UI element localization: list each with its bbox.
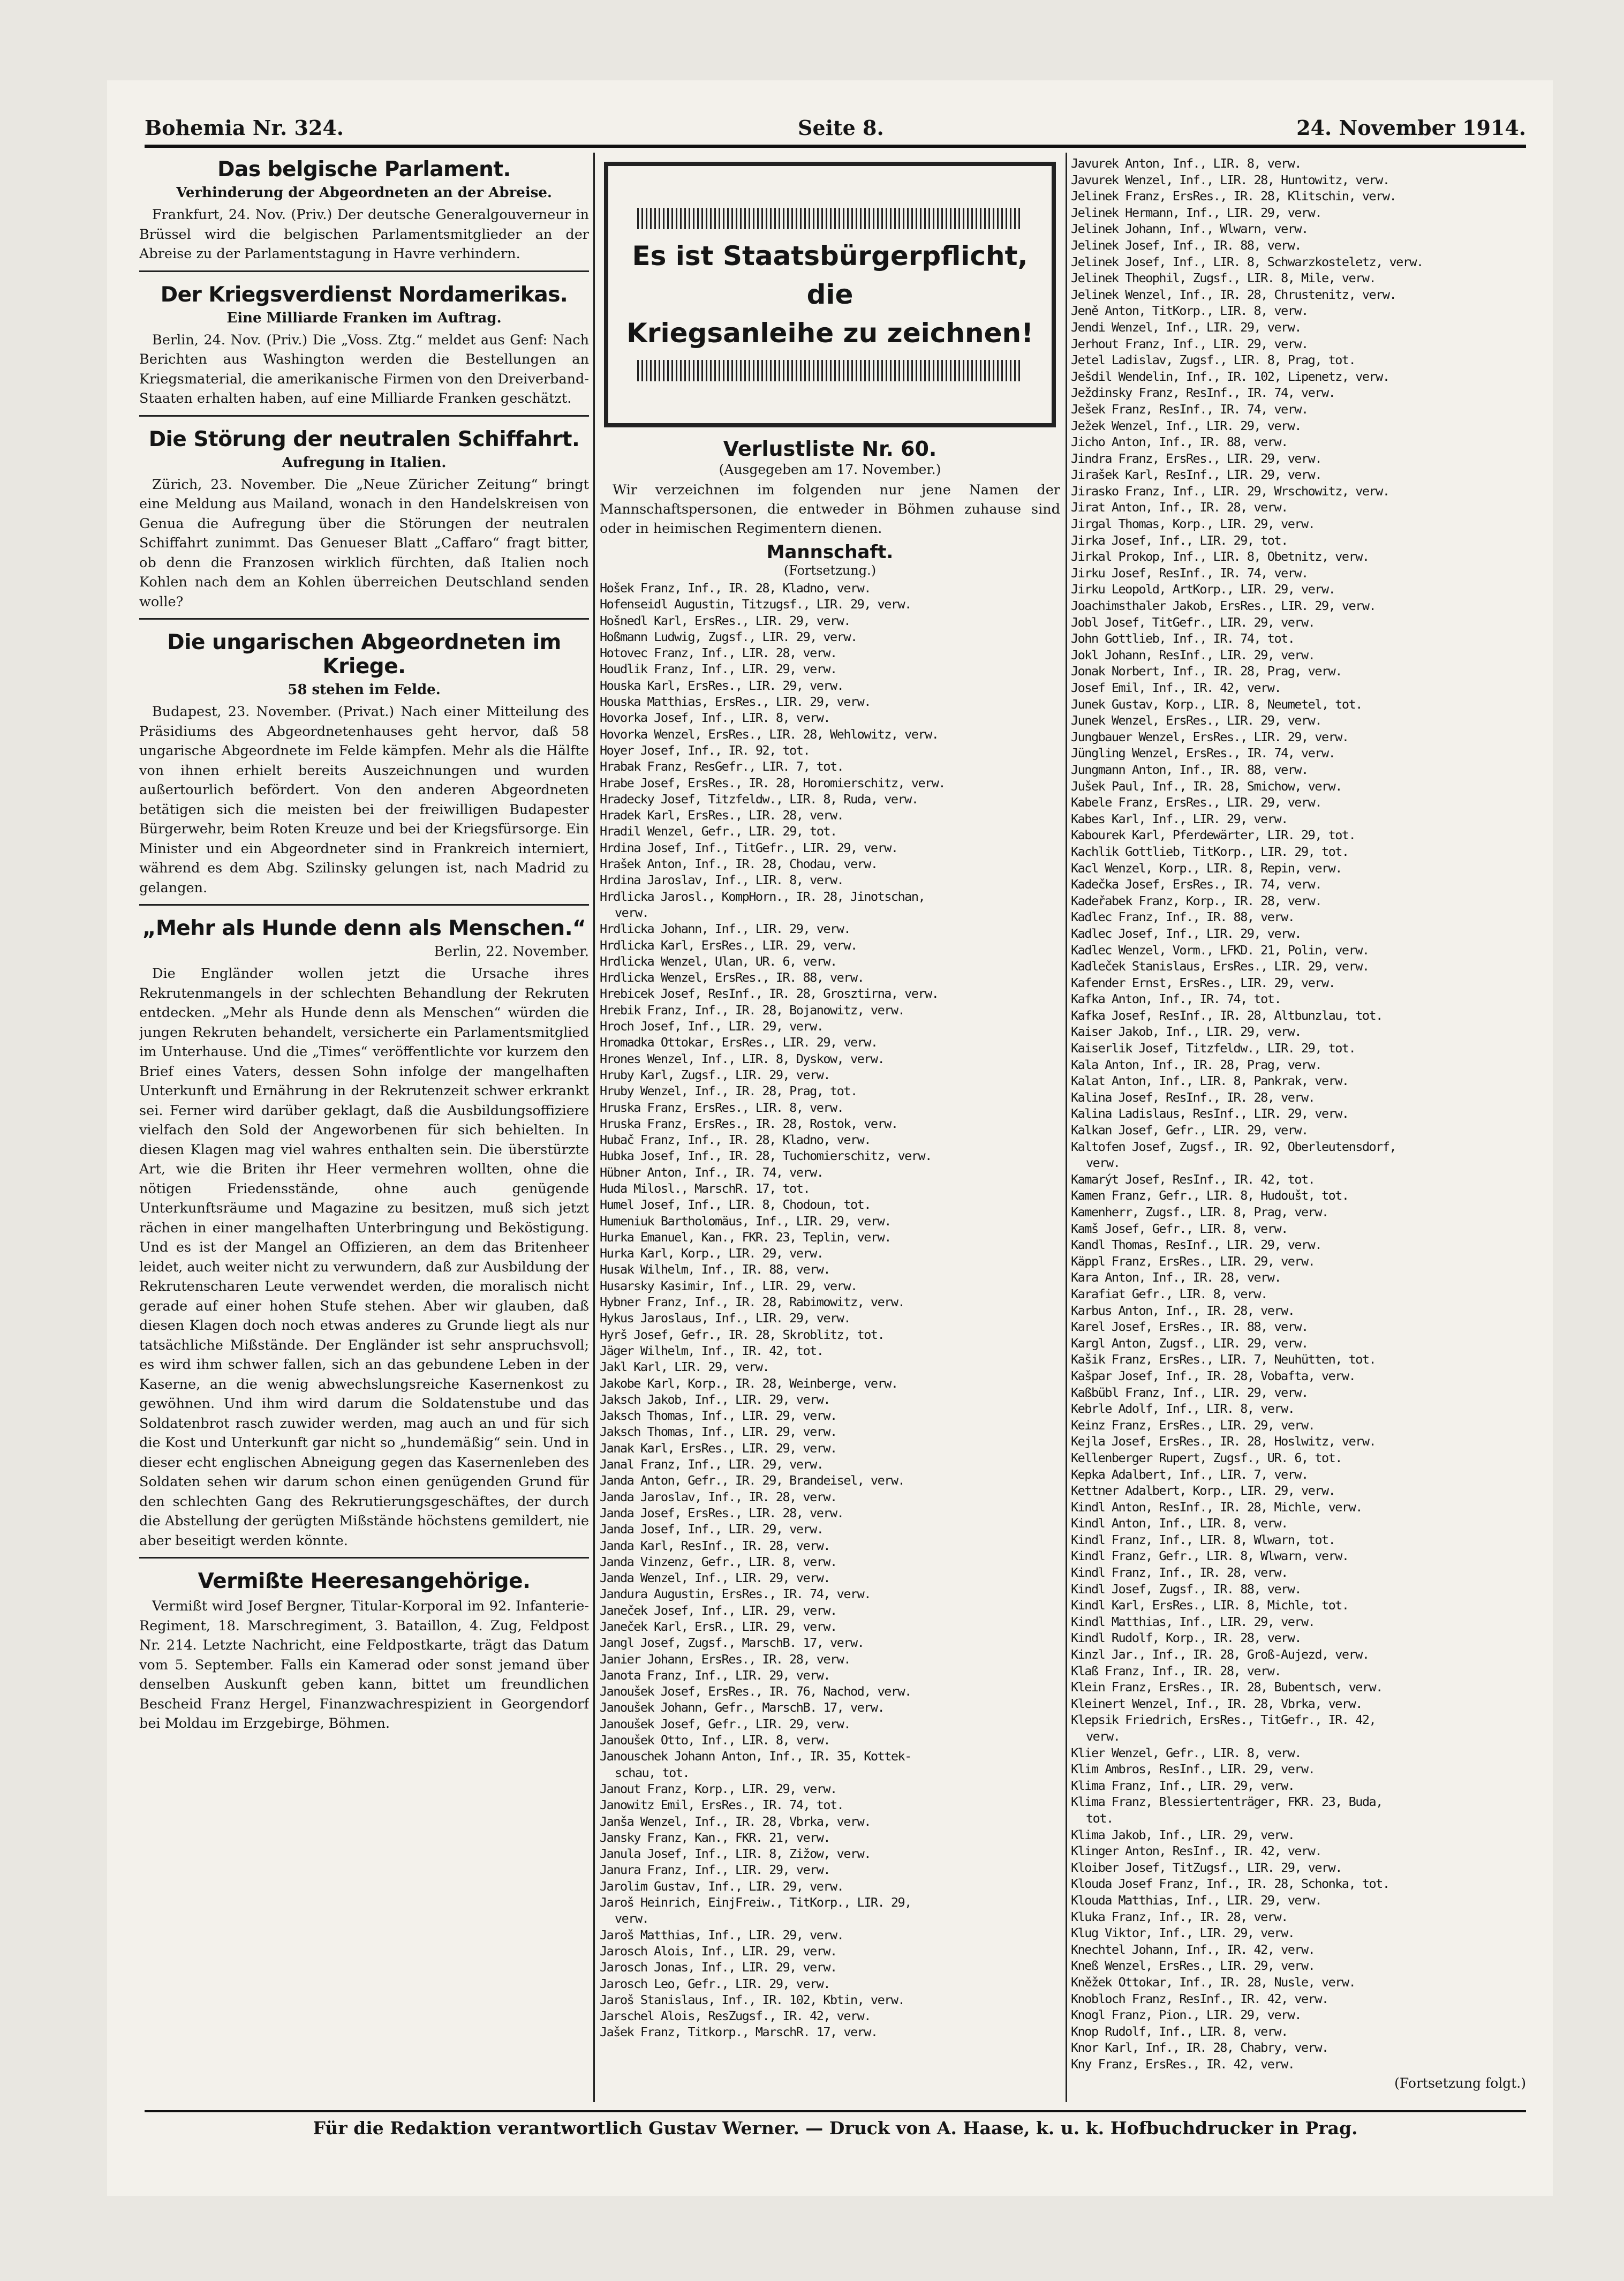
list-item: Janowitz Emil, ErsRes., IR. 74, tot. (600, 1797, 844, 1813)
list-item: Hrdlicka Jarosl., KompHorn., IR. 28, Jinotschan, (600, 889, 925, 904)
list-item: Kejla Josef, ErsRes., IR. 28, Hoslwitz, verw. (1071, 1434, 1376, 1449)
list-item: Jobl Josef, TitGefr., LIR. 29, verw. (1071, 614, 1315, 630)
list-item: Kaßbübl Franz, Inf., LIR. 29, verw. (1071, 1384, 1308, 1400)
list-item: Klim Ambros, ResInf., LIR. 29, verw. (1071, 1761, 1315, 1777)
list-item: Kafka Anton, Inf., IR. 74, tot. (1071, 991, 1281, 1007)
list-item: Kadleček Stanislaus, ErsRes., LIR. 29, verw. (1071, 959, 1369, 974)
list-item: Jicho Anton, Inf., IR. 88, verw. (1071, 434, 1288, 450)
list-item: verw. (1086, 1729, 1120, 1744)
list-item: Jeně Anton, TitKorp., LIR. 8, verw. (1071, 303, 1308, 319)
list-item: Jungmann Anton, Inf., IR. 88, verw. (1071, 762, 1308, 777)
list-item: Knobloch Franz, ResInf., IR. 42, verw. (1071, 1991, 1328, 2006)
continuation-note: (Fortsetzung folgt.) (1394, 2075, 1526, 2091)
list-item: Kadečka Josef, ErsRes., IR. 74, verw. (1071, 877, 1321, 892)
list-item: Kindl Anton, Inf., LIR. 8, verw. (1071, 1516, 1288, 1531)
list-item: Jindra Franz, ErsRes., LIR. 29, verw. (1071, 450, 1321, 466)
list-item: schau, tot. (615, 1765, 690, 1780)
list-item: Janda Josef, Inf., LIR. 29, verw. (600, 1522, 824, 1537)
list-item: Kettner Adalbert, Korp., LIR. 29, verw. (1071, 1483, 1335, 1499)
list-item: Kandl Thomas, ResInf., LIR. 29, verw. (1071, 1237, 1321, 1253)
list-item: Kašik Franz, ErsRes., LIR. 7, Neuhütten, tot. (1071, 1352, 1376, 1367)
list-item: Javurek Wenzel, Inf., LIR. 28, Huntowitz, verw. (1071, 172, 1389, 187)
list-item: Kalkan Josef, Gefr., LIR. 29, verw. (1071, 1123, 1308, 1138)
list-item: Hruby Karl, Zugsf., LIR. 29, verw. (600, 1067, 830, 1082)
list-item: Knor Karl, Inf., IR. 28, Chabry, verw. (1071, 2040, 1328, 2056)
list-item: Kala Anton, Inf., IR. 28, Prag, verw. (1071, 1057, 1321, 1072)
list-item: Jelinek Wenzel, Inf., IR. 28, Chrustenitz, verw. (1071, 287, 1396, 302)
list-item: Kellenberger Rupert, Zugsf., UR. 6, tot. (1071, 1450, 1342, 1465)
list-item: Janota Franz, Inf., LIR. 29, verw. (600, 1667, 830, 1683)
list-item: Jirat Anton, Inf., IR. 28, verw. (1071, 500, 1288, 515)
list-note: (Fortsetzung.) (783, 563, 877, 578)
list-item: Jakl Karl, LIR. 29, verw. (600, 1359, 769, 1375)
list-item: Jarosch Leo, Gefr., LIR. 29, verw. (600, 1976, 830, 1991)
list-item: Knop Rudolf, Inf., LIR. 8, verw. (1071, 2023, 1288, 2039)
list-item: Kalina Ladislaus, ResInf., LIR. 29, verw. (1071, 1106, 1349, 1121)
list-item: Jokl Johann, ResInf., LIR. 29, verw. (1071, 647, 1315, 663)
list-item: Janda Anton, Gefr., IR. 29, Brandeisel, verw. (600, 1473, 905, 1488)
header-page-number: Seite 8. (798, 116, 884, 140)
page-header (145, 112, 1526, 148)
list-item: Kadlec Wenzel, Vorm., LFKD. 21, Polin, verw. (1071, 942, 1369, 958)
list-item: Hrones Wenzel, Inf., LIR. 8, Dyskow, verw. (600, 1051, 885, 1066)
list-item: Hurka Emanuel, Kan., FKR. 23, Teplin, verw. (600, 1229, 891, 1245)
list-item: Jirku Josef, ResInf., IR. 74, verw. (1071, 565, 1308, 581)
list-item: verw. (615, 1911, 649, 1926)
list-item: Jansky Franz, Kan., FKR. 21, verw. (600, 1830, 830, 1845)
list-item: Janeček Karl, ErsR., LIR. 29, verw. (600, 1619, 837, 1634)
hatch-band (637, 360, 1023, 381)
list-item: Kabele Franz, ErsRes., LIR. 29, verw. (1071, 795, 1321, 810)
list-item: Jonak Norbert, Inf., IR. 28, Prag, verw. (1071, 664, 1342, 679)
list-item: Janda Wenzel, Inf., LIR. 29, verw. (600, 1570, 830, 1586)
list-item: Kleinert Wenzel, Inf., IR. 28, Vbrka, verw. (1071, 1696, 1362, 1711)
list-item: Hruby Wenzel, Inf., IR. 28, Prag, tot. (600, 1083, 857, 1099)
header-date: 24. November 1914. (1296, 116, 1526, 140)
list-item: Hykus Jaroslaus, Inf., LIR. 29, verw. (600, 1311, 850, 1326)
list-item: Hybner Franz, Inf., IR. 28, Rabimowitz, verw. (600, 1294, 905, 1310)
list-item: Janout Franz, Korp., LIR. 29, verw. (600, 1781, 837, 1796)
list-item: Hruska Franz, ErsRes., IR. 28, Rostok, verw. (600, 1116, 898, 1131)
list-item: Janura Franz, Inf., LIR. 29, verw. (600, 1862, 830, 1878)
list-item: Klaß Franz, Inf., IR. 28, verw. (1071, 1663, 1281, 1678)
list-item: Jandura Augustin, ErsRes., IR. 74, verw. (600, 1586, 871, 1602)
list-item: Kadlec Josef, Inf., LIR. 29, verw. (1071, 925, 1302, 941)
list-item: Klug Viktor, Inf., LIR. 29, verw. (1071, 1925, 1295, 1941)
list-item: Janak Karl, ErsRes., LIR. 29, verw. (600, 1440, 837, 1456)
list-item: Husak Wilhelm, Inf., IR. 88, verw. (600, 1262, 830, 1277)
war-bond-notice (604, 162, 1056, 427)
article-title: Die ungarischen Abgeordneten im Kriege. (167, 630, 561, 679)
list-item: Josef Emil, Inf., IR. 42, verw. (1071, 680, 1281, 695)
list-item: Houska Karl, ErsRes., LIR. 29, verw. (600, 677, 844, 693)
list-item: Kadeřabek Franz, Korp., IR. 28, verw. (1071, 893, 1321, 908)
list-item: Jarosch Alois, Inf., LIR. 29, verw. (600, 1943, 837, 1959)
list-item: Jaksch Thomas, Inf., LIR. 29, verw. (600, 1424, 837, 1440)
column-verlustliste-cont (1071, 155, 1526, 2099)
article-body: Budapest, 23. November. (Privat.) Nach einer Mitteilung des Präsidiums des Abgeordnetenhauses geht hervor, daß 58 ungarische Abgeordnete im Felde kämpfen. Mehr als die Hälfte von ihnen erhielt bereits Auszeichnungen und wurden außertourlich befördert. Von den anderen Abgeordneten betätigen sich die meisten bei der freiwilligen Budapester Bürgerwehr, beim Roten Kreuze und bei der Kriegsfürsorge. Ein Minister und ein Abgeordneter sind in Frankreich interniert, während es dem Abg. Szilinsky gelungen ist, nach Madrid zu gelangen. (139, 704, 589, 896)
list-item: Janda Jaroslav, Inf., IR. 28, verw. (600, 1489, 837, 1504)
list-item: Jüngling Wenzel, ErsRes., IR. 74, verw. (1071, 746, 1335, 761)
list-item: Kaltofen Josef, Zugsf., IR. 92, Oberleutensdorf, (1071, 1139, 1396, 1154)
list-item: Hofenseidl Augustin, Titzugsf., LIR. 29, verw. (600, 597, 911, 612)
list-item: Jaroš Stanislaus, Inf., IR. 102, Kbtin, verw. (600, 1992, 905, 2007)
list-item: Janda Josef, ErsRes., LIR. 28, verw. (600, 1505, 844, 1520)
casualty-list (1071, 155, 1526, 2072)
list-item: Knechtel Johann, Inf., IR. 42, verw. (1071, 1941, 1315, 1957)
list-item: Hubka Josef, Inf., IR. 28, Tuchomierschitz, verw. (600, 1148, 932, 1164)
list-item: Hurka Karl, Korp., LIR. 29, verw. (600, 1246, 824, 1261)
list-item: Husarsky Kasimir, Inf., LIR. 29, verw. (600, 1278, 857, 1293)
page-footer: Für die Redaktion verantwortlich Gustav Werner. — Druck von A. Haase, k. u. k. Hofbuchdrucker in Prag. (145, 2110, 1526, 2144)
list-item: Kloiber Josef, TitZugsf., LIR. 29, verw. (1071, 1860, 1342, 1875)
list-item: Knogl Franz, Pion., LIR. 29, verw. (1071, 2007, 1302, 2023)
list-item: tot. (1086, 1810, 1113, 1826)
list-item: Hübner Anton, Inf., IR. 74, verw. (600, 1164, 824, 1180)
article-title: Die Störung der neutralen Schiffahrt. (148, 427, 580, 451)
list-item: Klinger Anton, ResInf., IR. 42, verw. (1071, 1843, 1321, 1859)
list-item: John Gottlieb, Inf., IR. 74, tot. (1071, 631, 1295, 646)
notice-line: Es ist Staatsbürgerpflicht, die (632, 240, 1028, 310)
list-item: Houdlik Franz, Inf., LIR. 29, verw. (600, 661, 837, 677)
list-item: Kaiser Jakob, Inf., LIR. 29, verw. (1071, 1024, 1302, 1040)
list-item: Jerhout Franz, Inf., LIR. 29, verw. (1071, 336, 1308, 351)
list-item: Humeniuk Bartholomäus, Inf., LIR. 29, verw. (600, 1213, 891, 1229)
list-item: Jetel Ladislav, Zugsf., LIR. 8, Prag, tot. (1071, 352, 1356, 368)
list-item: Kamš Josef, Gefr., LIR. 8, verw. (1071, 1221, 1288, 1236)
article-body: Die Engländer wollen jetzt die Ursache ihres Rekrutenmangels in der schlechten Behandlung der Rekruten entdecken. „Mehr als Hunde denn als Menschen“ würden die jungen Rekruten behandelt, versicherte ein Parlamentsmitglied im Unterhause. Und die „Times“ veröffentlichte vor kurzem den Brief eines Vaters, dessen Sohn infolge der mangelhaften Unterkunft und Ernährung in der Rekrutenzeit schwer erkrankt sei. Ferner wird darüber geklagt, daß die Ausbildungsoffiziere vielfach den Sold der Angeworbenen für sich behielten. In diesen Klagen mag viel wahres enthalten sein. Die überstürzte Art, wie die Briten ihr Heer vermehren wollten, ohne die nötigen Friedensstände, ohne auch genügende Unterkunftsräume und Magazine zu besitzen, muß sich jetzt rächen in einer mangelhaften Unterbringung und Beköstigung. Und es ist der Mangel an Offizieren, an dem das Britenheer leidet, auch weiter nicht zu verwundern, daß zur Ausbildung der Rekrutenscharen Leute verwendet werden, die moralisch nicht gerade auf einer hohen Stufe stehen. Aber wir glauben, daß diesen Klagen doch noch etwas anderes zu Grunde liegt als nur tatsächliche Mißstände. Der Engländer ist sehr anspruchsvoll; es wird ihm schwer fallen, sich an das gebundene Leben in der Kaserne, an die wenig abwechslungsreiche Kasernenkost zu gewöhnen. Und ihm wird darum die Soldatenstube und das Soldatenbrot rasch zuwider werden, mag auch an und für sich die Kost und Unterkunft gar nicht so „hundemäßig“ sein. Und in dieser echt englischen Abneigung gegen das Kasernenleben des Soldaten sehen wir darum schon einen genügenden Grund für den schlechten Gang des Rekrutierungsgeschäftes, der durch die Abstellung der gerügten Mißstände höchstens gemildert, nie aber beseitigt werden könnte. (139, 966, 589, 1549)
list-item: Kalat Anton, Inf., LIR. 8, Pankrak, verw. (1071, 1073, 1349, 1089)
list-item: Kacl Wenzel, Korp., LIR. 8, Repin, verw. (1071, 860, 1342, 876)
list-item: Kebrle Adolf, Inf., LIR. 8, verw. (1071, 1401, 1295, 1417)
list-item: Jäger Wilhelm, Inf., IR. 42, tot. (600, 1343, 824, 1358)
list-item: Kepka Adalbert, Inf., LIR. 7, verw. (1071, 1466, 1308, 1482)
list-item: Kny Franz, ErsRes., IR. 42, verw. (1071, 2056, 1295, 2072)
list-item: Karafiat Gefr., LIR. 8, verw. (1071, 1286, 1267, 1301)
list-item: Janeček Josef, Inf., LIR. 29, verw. (600, 1602, 837, 1618)
list-item: Javurek Anton, Inf., LIR. 8, verw. (1071, 156, 1302, 171)
list-item: Hoßmann Ludwig, Zugsf., LIR. 29, verw. (600, 629, 857, 644)
list-item: Karbus Anton, Inf., IR. 28, verw. (1071, 1303, 1295, 1318)
list-item: Jarolim Gustav, Inf., LIR. 29, verw. (600, 1878, 844, 1894)
header-issue: Bohemia Nr. 324. (145, 116, 344, 140)
article-title: „Mehr als Hunde denn als Menschen.“ (142, 916, 586, 940)
list-item: Hrabak Franz, ResGefr., LIR. 7, tot. (600, 759, 844, 774)
article-subtitle: Verhinderung der Abgeordneten an der Abreise. (176, 185, 552, 201)
list-item: Kabes Karl, Inf., LIR. 29, verw. (1071, 811, 1288, 826)
list-item: Kabourek Karl, Pferdewärter, LIR. 29, tot. (1071, 827, 1356, 843)
list-item: Jendi Wenzel, Inf., LIR. 29, verw. (1071, 319, 1302, 335)
article-subtitle: Aufregung in Italien. (282, 454, 447, 471)
list-item: Ježek Wenzel, Inf., LIR. 29, verw. (1071, 418, 1302, 433)
list-item: Kargl Anton, Zugsf., LIR. 29, verw. (1071, 1335, 1308, 1351)
article-title: Der Kriegsverdienst Nordamerikas. (160, 282, 568, 307)
list-item: Kneß Wenzel, ErsRes., LIR. 29, verw. (1071, 1958, 1315, 1974)
list-item: Kamen Franz, Gefr., LIR. 8, Hudoušt, tot. (1071, 1188, 1349, 1203)
hatch-band (637, 208, 1023, 229)
list-title: Verlustliste Nr. 60. (723, 437, 937, 461)
list-item: Kafka Josef, ResInf., IR. 28, Altbunzlau, tot. (1071, 1007, 1383, 1023)
column-articles (139, 155, 589, 2099)
list-item: Ješek Franz, ResInf., IR. 74, verw. (1071, 401, 1308, 417)
list-item: Klouda Josef Franz, Inf., IR. 28, Schonka, tot. (1071, 1876, 1389, 1892)
list-item: Janouschek Johann Anton, Inf., IR. 35, Kottek- (600, 1749, 911, 1764)
list-item: Joachimsthaler Jakob, ErsRes., LIR. 29, verw. (1071, 598, 1376, 614)
list-item: Jaroš Matthias, Inf., LIR. 29, verw. (600, 1927, 844, 1943)
list-item: Kamenherr, Zugsf., LIR. 8, Prag, verw. (1071, 1205, 1328, 1219)
list-subtitle: (Ausgegeben am 17. November.) (719, 462, 941, 477)
list-item: Hubač Franz, Inf., IR. 28, Kladno, verw. (600, 1132, 871, 1148)
list-item: Janula Josef, Inf., LIR. 8, Zižow, verw. (600, 1846, 871, 1862)
list-item: Jirgal Thomas, Korp., LIR. 29, verw. (1071, 516, 1315, 532)
list-item: Junek Wenzel, ErsRes., LIR. 29, verw. (1071, 713, 1321, 728)
list-item: Ježdinsky Franz, ResInf., IR. 74, verw. (1071, 385, 1335, 401)
list-item: Klouda Matthias, Inf., LIR. 29, verw. (1071, 1892, 1321, 1908)
list-item: Klima Franz, Blessiertenträger, FKR. 23, Buda, (1071, 1794, 1383, 1810)
article-title: Vermißte Heeresangehörige. (198, 1569, 531, 1593)
list-item: Junek Gustav, Korp., LIR. 8, Neumetel, tot. (1071, 696, 1362, 712)
list-item: Kindl Anton, ResInf., IR. 28, Michle, verw. (1071, 1499, 1362, 1515)
column-rule (1066, 153, 1067, 2102)
list-item: Jarschel Alois, ResZugsf., IR. 42, verw. (600, 2008, 871, 2024)
divider (139, 415, 589, 417)
notice-line: Kriegsanleihe zu zeichnen! (626, 318, 1033, 349)
article-subtitle: 58 stehen im Felde. (288, 682, 441, 698)
list-section-head: Mannschaft. (766, 541, 894, 563)
list-item: Jangl Josef, Zugsf., MarschB. 17, verw. (600, 1635, 864, 1651)
list-item: Huda Milosl., MarschR. 17, tot. (600, 1180, 810, 1196)
list-item: Keinz Franz, ErsRes., LIR. 29, verw. (1071, 1417, 1315, 1433)
list-item: Hrašek Anton, Inf., IR. 28, Chodau, verw. (600, 856, 878, 872)
article-subtitle: Eine Milliarde Franken im Auftrag. (226, 310, 502, 326)
divider (139, 270, 589, 272)
list-item: Ješdil Wendelin, Inf., IR. 102, Lipenetz, verw. (1071, 368, 1389, 384)
list-item: Kindl Franz, Inf., LIR. 8, Wlwarn, tot. (1071, 1532, 1335, 1547)
list-item: Kadlec Franz, Inf., IR. 88, verw. (1071, 909, 1295, 925)
divider (139, 904, 589, 906)
list-item: Jaksch Jakob, Inf., LIR. 29, verw. (600, 1391, 830, 1407)
list-item: Janša Wenzel, Inf., IR. 28, Vbrka, verw. (600, 1813, 871, 1829)
list-item: Kafender Ernst, ErsRes., LIR. 29, verw. (1071, 975, 1335, 990)
list-item: Hrebik Franz, Inf., IR. 28, Bojanowitz, verw. (600, 1002, 905, 1018)
list-intro: Wir verzeichnen im folgenden nur jene Namen der Mannschaftspersonen, die entweder in Böhmen zuhause sind oder in heimischen Regimentern dienen. (600, 482, 1060, 537)
list-item: Hovorka Josef, Inf., LIR. 8, verw. (600, 710, 830, 726)
list-item: Janal Franz, Inf., LIR. 29, verw. (600, 1457, 824, 1472)
list-item: Hrebicek Josef, ResInf., IR. 28, Grosztirna, verw. (600, 986, 939, 1002)
list-item: Jirka Josef, Inf., LIR. 29, tot. (1071, 532, 1288, 548)
list-item: Kašpar Josef, Inf., IR. 28, Vobafta, verw. (1071, 1368, 1356, 1383)
list-item: Jaksch Thomas, Inf., LIR. 29, verw. (600, 1408, 837, 1424)
list-item: Janier Johann, ErsRes., IR. 28, verw. (600, 1651, 850, 1667)
list-item: Kindl Karl, ErsRes., LIR. 8, Michle, tot. (1071, 1598, 1349, 1613)
list-item: Hrdlicka Karl, ErsRes., LIR. 29, verw. (600, 937, 857, 953)
list-item: Hyrš Josef, Gefr., IR. 28, Skroblitz, tot. (600, 1327, 885, 1342)
list-item: Hrdlicka Wenzel, Ulan, UR. 6, verw. (600, 953, 837, 969)
list-item: Jirasko Franz, Inf., LIR. 29, Wrschowitz, verw. (1071, 483, 1389, 499)
article-body: Berlin, 24. Nov. (Priv.) Die „Voss. Ztg.“ meldet aus Genf: Nach Berichten aus Washington werden die Bestellungen an Kriegsmaterial, die amerikanische Firmen von den Dreiverband-Staaten erhalten haben, auf eine Milliarde Franken geschätzt. (139, 332, 589, 406)
list-item: Klier Wenzel, Gefr., LIR. 8, verw. (1071, 1745, 1302, 1760)
list-item: Kindl Franz, Inf., IR. 28, verw. (1071, 1565, 1288, 1580)
list-item: Janoušek Johann, Gefr., MarschB. 17, verw. (600, 1700, 885, 1715)
list-item: Jarosch Jonas, Inf., LIR. 29, verw. (600, 1960, 837, 1975)
list-item: Hrdina Josef, Inf., TitGefr., LIR. 29, verw. (600, 840, 898, 855)
list-item: Jaroš Heinrich, EinjFreiw., TitKorp., LIR. 29, (600, 1895, 911, 1910)
list-item: Hošnedl Karl, ErsRes., LIR. 29, verw. (600, 613, 850, 628)
list-item: Kněžek Ottokar, Inf., IR. 28, Nusle, verw. (1071, 1974, 1356, 1990)
list-item: Hoyer Josef, Inf., IR. 92, tot. (600, 742, 810, 758)
list-item: Klima Jakob, Inf., LIR. 29, verw. (1071, 1827, 1295, 1842)
list-item: Kinzl Jar., Inf., IR. 28, Groß-Aujezd, verw. (1071, 1647, 1369, 1662)
divider (139, 618, 589, 620)
list-item: Kalina Josef, ResInf., IR. 28, verw. (1071, 1089, 1315, 1105)
list-item: Janoušek Josef, Gefr., LIR. 29, verw. (600, 1716, 850, 1732)
list-item: Hrabe Josef, ErsRes., IR. 28, Horomierschitz, verw. (600, 775, 946, 791)
list-item: Jušek Paul, Inf., IR. 28, Smichow, verw. (1071, 778, 1342, 794)
list-item: verw. (1086, 1155, 1120, 1171)
list-item: Hroch Josef, Inf., LIR. 29, verw. (600, 1019, 824, 1034)
list-item: Kindl Franz, Gefr., LIR. 8, Wlwarn, verw. (1071, 1548, 1349, 1564)
list-item: Hrdlicka Johann, Inf., LIR. 29, verw. (600, 921, 850, 937)
list-item: Jelinek Josef, Inf., LIR. 8, Schwarzkosteletz, verw. (1071, 254, 1423, 269)
article-body: Vermißt wird Josef Bergner, Titular-Korporal im 92. Infanterie-Regiment, 18. Marschregiment, 3. Bataillon, 4. Zug, Feldpost Nr. 214. Letzte Nachricht, eine Feldpostkarte, trägt das Datum vom 5. September. Falls ein Kamerad oder sonst jemand über denselben Auskunft geben kann, bittet um freundlichen Bescheid Franz Hergel, Finanzwachrespizient in Georgendorf bei Moldau im Erzgebirge, Böhmen. (139, 1598, 589, 1732)
list-item: Janoušek Otto, Inf., LIR. 8, verw. (600, 1733, 830, 1748)
article-body: Frankfurt, 24. Nov. (Priv.) Der deutsche Generalgouverneur in Brüssel wird die belgischen Parlamentsmitglieder an der Abreise zu der Parlamentstagung in Havre verhindern. (139, 207, 589, 262)
list-item: Jelinek Franz, ErsRes., IR. 28, Klitschin, verw. (1071, 189, 1396, 204)
list-item: Kara Anton, Inf., IR. 28, verw. (1071, 1270, 1281, 1285)
list-item: Kamarýt Josef, ResInf., IR. 42, tot. (1071, 1171, 1315, 1187)
list-item: Karel Josef, ErsRes., IR. 88, verw. (1071, 1319, 1308, 1335)
list-item: Hotovec Franz, Inf., LIR. 28, verw. (600, 645, 837, 661)
list-item: Jelinek Josef, Inf., IR. 88, verw. (1071, 237, 1302, 253)
list-item: Jelinek Johann, Inf., Wlwarn, verw. (1071, 221, 1308, 237)
casualty-list (600, 580, 1060, 2041)
list-item: Käppl Franz, ErsRes., LIR. 29, verw. (1071, 1253, 1315, 1269)
list-item: Kachlik Gottlieb, TitKorp., LIR. 29, tot. (1071, 844, 1349, 859)
list-item: Klein Franz, ErsRes., IR. 28, Bubentsch, verw. (1071, 1680, 1383, 1695)
list-item: verw. (615, 905, 649, 920)
divider (139, 1557, 589, 1559)
column-rule (593, 153, 595, 2102)
list-item: Jirašek Karl, ResInf., LIR. 29, verw. (1071, 467, 1321, 483)
list-item: Jirkal Prokop, Inf., LIR. 8, Obetnitz, verw. (1071, 549, 1369, 564)
list-item: Hradek Karl, ErsRes., LIR. 28, verw. (600, 808, 844, 823)
newspaper-page (107, 80, 1553, 2196)
list-item: Humel Josef, Inf., LIR. 8, Chodoun, tot. (600, 1197, 871, 1213)
list-item: Hromadka Ottokar, ErsRes., LIR. 29, verw. (600, 1035, 878, 1050)
list-item: Kluka Franz, Inf., IR. 28, verw. (1071, 1909, 1288, 1924)
list-item: Hrdina Jaroslav, Inf., LIR. 8, verw. (600, 872, 844, 888)
list-item: Klepsik Friedrich, ErsRes., TitGefr., IR. 42, (1071, 1712, 1376, 1728)
article-dateline: Berlin, 22. November. (434, 944, 589, 960)
list-item: Jašek Franz, Titkorp., MarschR. 17, verw. (600, 2024, 878, 2040)
list-item: Jirku Leopold, ArtKorp., LIR. 29, verw. (1071, 582, 1335, 597)
list-item: Jakobe Karl, Korp., IR. 28, Weinberge, verw. (600, 1375, 898, 1391)
list-item: Hradecky Josef, Titzfeldw., LIR. 8, Ruda, verw. (600, 791, 918, 807)
list-item: Hrdlicka Wenzel, ErsRes., IR. 88, verw. (600, 970, 864, 985)
article-title: Das belgische Parlament. (217, 157, 511, 182)
list-item: Janoušek Josef, ErsRes., IR. 76, Nachod, verw. (600, 1684, 911, 1699)
list-item: Kindl Josef, Zugsf., IR. 88, verw. (1071, 1581, 1302, 1597)
list-item: Klima Franz, Inf., LIR. 29, verw. (1071, 1778, 1295, 1793)
list-item: Hošek Franz, Inf., IR. 28, Kladno, verw. (600, 581, 871, 596)
column-verlustliste (600, 155, 1060, 2099)
article-body: Zürich, 23. November. Die „Neue Züricher Zeitung“ bringt eine Meldung aus Mailand, wonach in den Handelskreisen von Genua die Aufregung über die Störungen der neutralen Schiffahrt zunimmt. Das Genueser Blatt „Caffaro“ fragt bitter, ob denn die Franzosen wirklich fürchten, daß Italien noch Kohlen nach dem an Kohlen überreichen Deutschland senden wolle? (139, 476, 589, 610)
list-item: Houska Matthias, ErsRes., LIR. 29, verw. (600, 694, 871, 710)
list-item: Hradil Wenzel, Gefr., LIR. 29, tot. (600, 824, 837, 839)
list-item: Jelinek Hermann, Inf., LIR. 29, verw. (1071, 205, 1321, 220)
list-item: Janda Vinzenz, Gefr., LIR. 8, verw. (600, 1554, 837, 1569)
list-item: Kaiserlik Josef, Titzfeldw., LIR. 29, tot. (1071, 1041, 1356, 1056)
list-item: Hruska Franz, ErsRes., LIR. 8, verw. (600, 1100, 844, 1115)
list-item: Jungbauer Wenzel, ErsRes., LIR. 29, verw. (1071, 729, 1349, 744)
list-item: Kindl Rudolf, Korp., IR. 28, verw. (1071, 1630, 1302, 1646)
list-item: Jelinek Theophil, Zugsf., LIR. 8, Mile, verw. (1071, 270, 1376, 286)
list-item: Kindl Matthias, Inf., LIR. 29, verw. (1071, 1614, 1315, 1629)
list-item: Janda Karl, ResInf., IR. 28, verw. (600, 1538, 830, 1553)
list-item: Hovorka Wenzel, ErsRes., LIR. 28, Wehlowitz, verw. (600, 726, 939, 742)
